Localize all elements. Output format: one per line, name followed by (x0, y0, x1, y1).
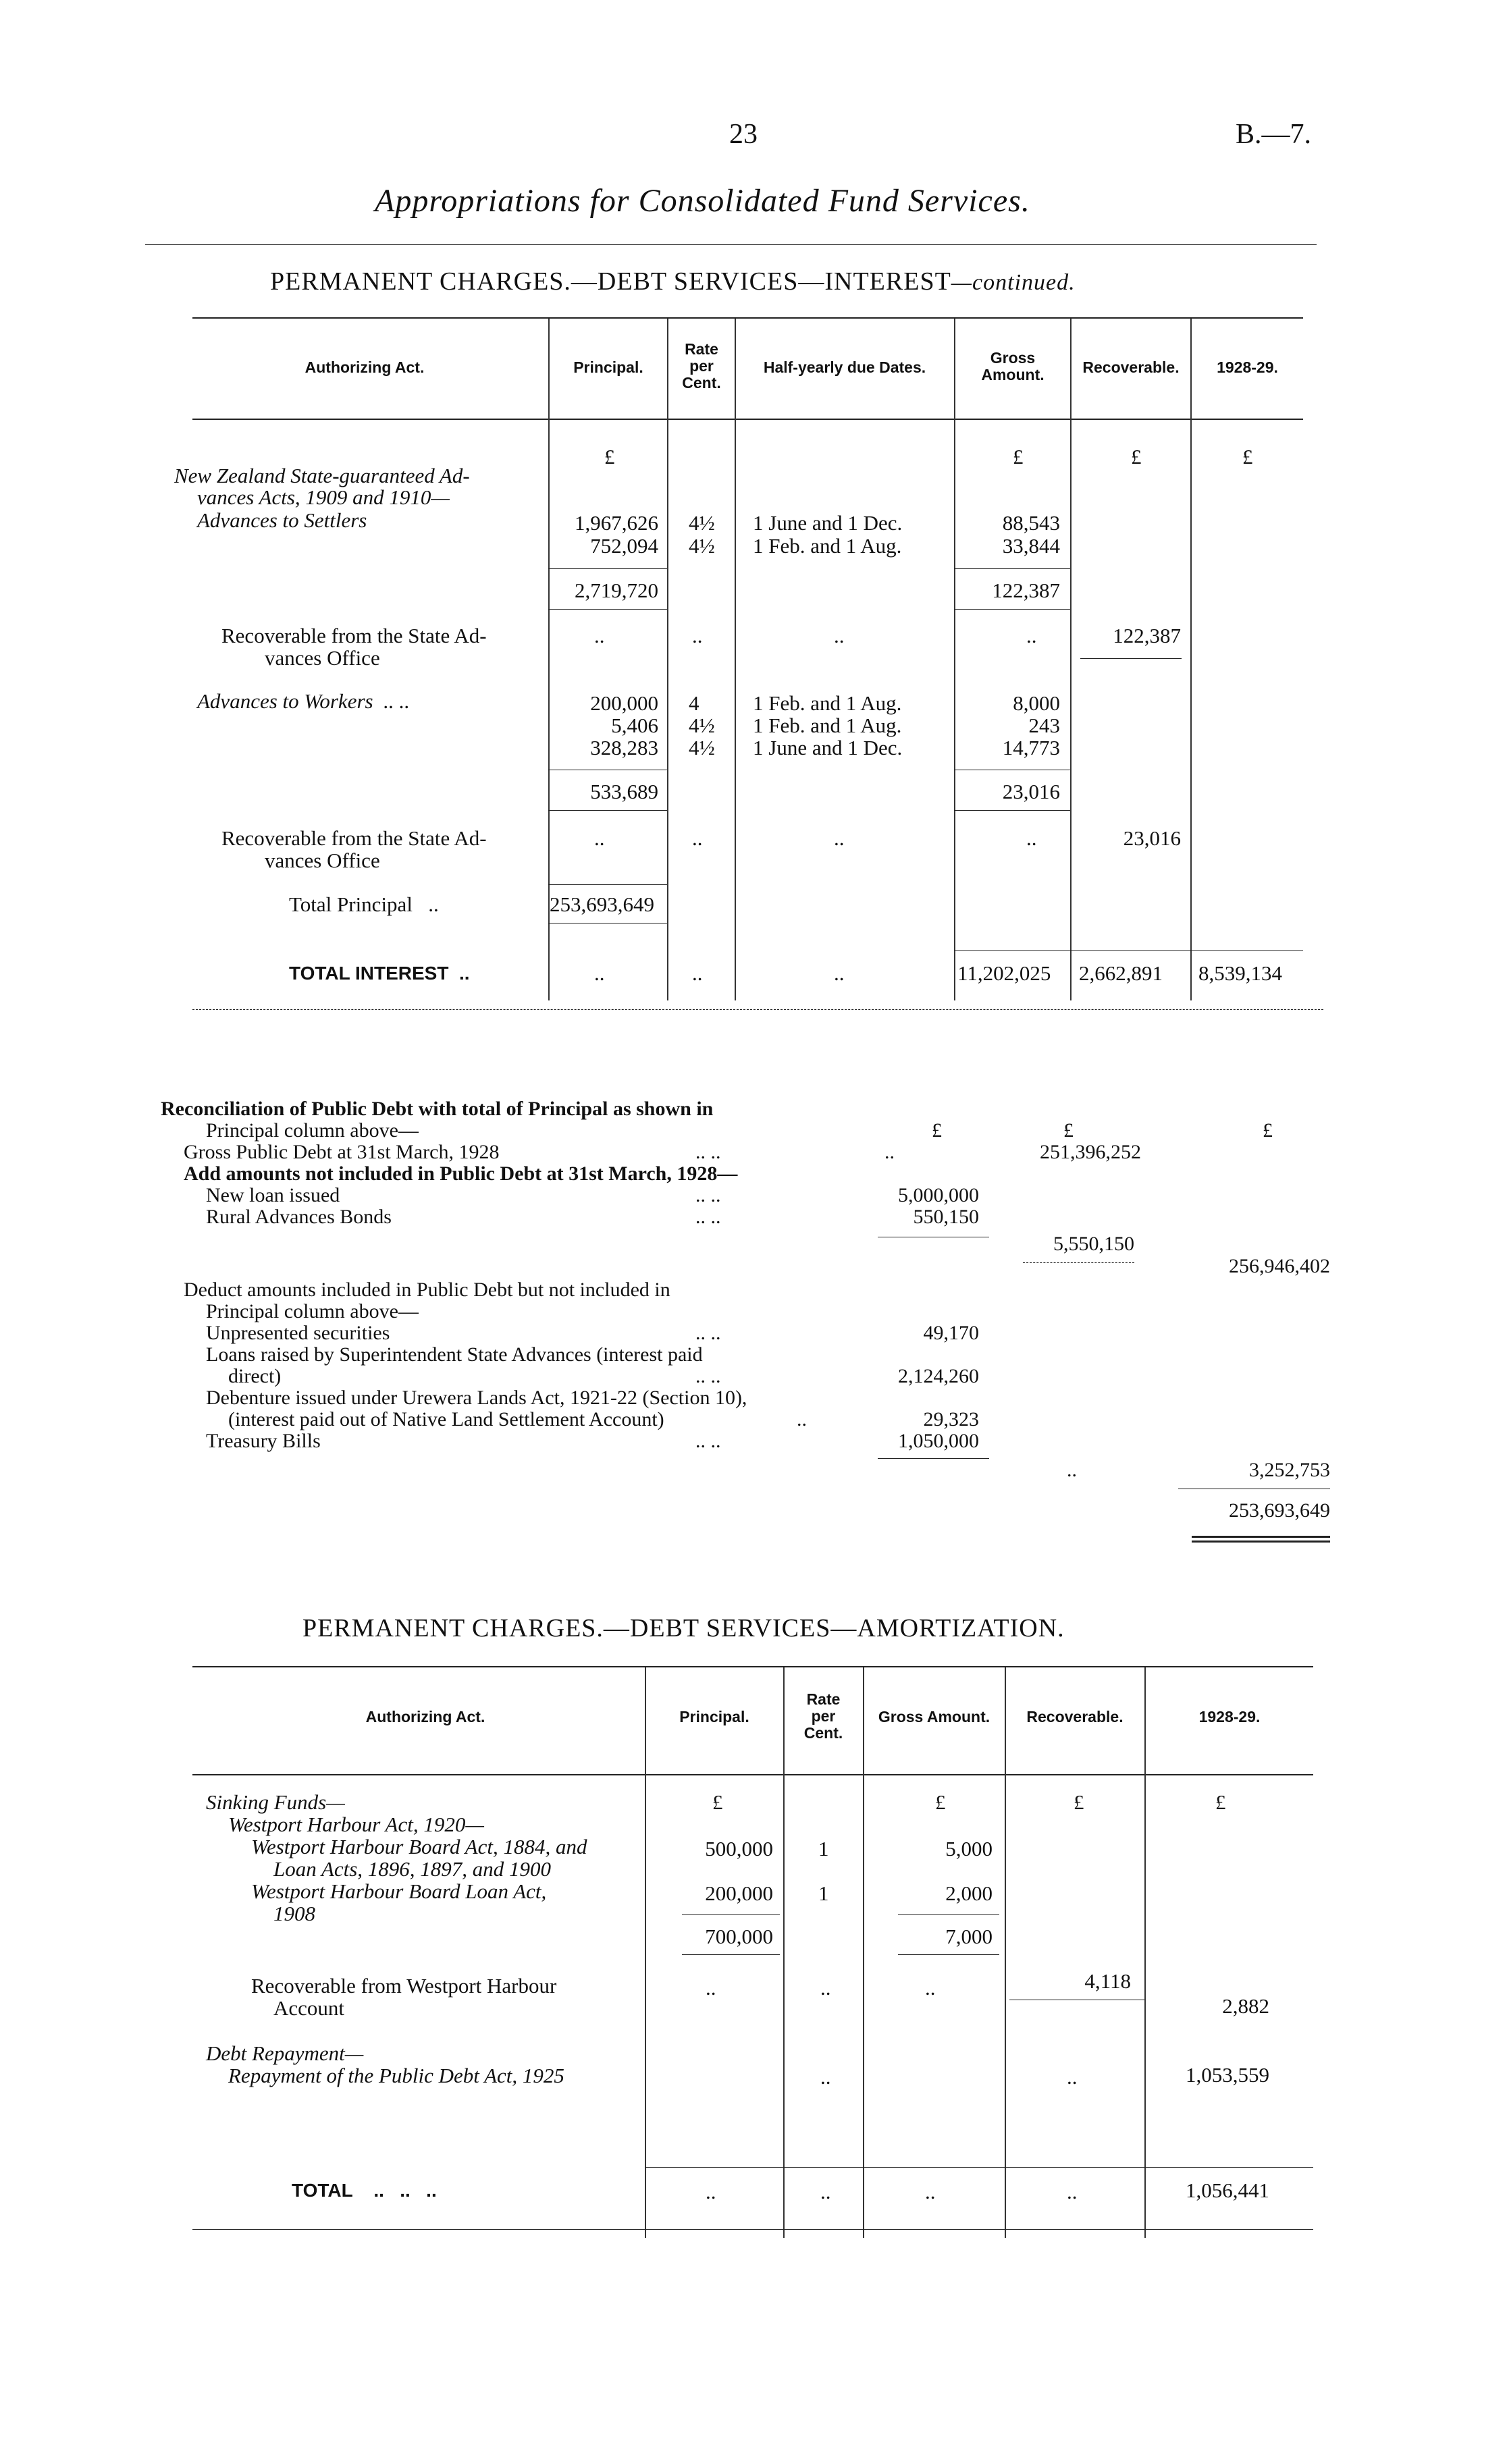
page-number: 23 (729, 119, 758, 150)
subtotal-rule (1080, 658, 1182, 659)
currency-sign: £ (604, 445, 615, 468)
dots: .. (692, 961, 703, 985)
total-principal-value: 253,693,649 (550, 892, 654, 916)
header-authorizing-act: Authorizing Act. (305, 358, 425, 376)
deduct-line: Unpresented securities (206, 1322, 390, 1344)
dots: .. .. (695, 1430, 721, 1452)
dots: .. .. (695, 1322, 721, 1344)
amort-total-year: 1,056,441 (1186, 2178, 1269, 2202)
header-year: 1928-29. (1217, 358, 1278, 376)
workers-rate: 4½ (689, 714, 715, 737)
amort-gross: 2,000 (945, 1881, 993, 1905)
page-reference: B.—7. (1236, 119, 1312, 150)
workers-dates: 1 Feb. and 1 Aug. (753, 691, 902, 715)
dots: .. .. (695, 1206, 721, 1228)
col-rule (863, 1667, 864, 2238)
subtotal-rule (548, 568, 667, 569)
col-rule (1144, 1667, 1146, 2238)
deduct-line: Debenture issued under Urewera Lands Act, 1921-22 (Section 10), (206, 1387, 747, 1409)
dots: .. .. (695, 1184, 721, 1206)
header-principal: Principal. (679, 1708, 749, 1725)
dots: .. (692, 624, 703, 647)
workers-rate: 4 (689, 691, 699, 715)
amort-total-label: TOTAL .. .. .. (292, 2180, 437, 2201)
settlers-principal: 1,967,626 (575, 511, 658, 535)
add-subtotal: 5,550,150 (1053, 1233, 1134, 1255)
sum-rule (878, 1458, 989, 1459)
currency-sign: £ (932, 1119, 942, 1142)
dots: .. (1067, 2065, 1078, 2089)
settlers-dates: 1 Feb. and 1 Aug. (753, 534, 902, 558)
recon-line: Principal column above— (206, 1119, 419, 1142)
act-title-line: vances Acts, 1909 and 1910— (197, 485, 450, 509)
amort-principal-total: 700,000 (705, 1925, 773, 1948)
subtotal-rule (548, 884, 667, 885)
dots: .. .. (695, 1141, 721, 1163)
total-year: 8,539,134 (1198, 961, 1282, 985)
workers-recov-amount: 23,016 (1123, 826, 1181, 850)
double-rule (1192, 1541, 1330, 1543)
subtotal-rule (548, 609, 667, 610)
interest-table-top-rule (192, 317, 1303, 319)
header-gross: Gross Amount. (981, 349, 1045, 383)
subtotal-rule (954, 609, 1070, 610)
header-gross: Gross Amount. (878, 1708, 990, 1725)
total-principal-label: Total Principal .. (289, 892, 439, 916)
total-rule (954, 950, 1303, 951)
debt-repayment-year: 1,053,559 (1186, 2063, 1269, 2087)
dots: .. (820, 2180, 831, 2203)
deduct-line: Principal column above— (206, 1300, 419, 1322)
settlers-principal: 752,094 (590, 534, 658, 558)
settlers-recov-label: Recoverable from the State Ad- (221, 624, 487, 647)
workers-principal-total: 533,689 (590, 780, 658, 803)
final-total: 253,693,649 (1229, 1499, 1330, 1522)
subtotal-rule (898, 1914, 999, 1915)
interest-heading: PERMANENT CHARGES.—DEBT SERVICES—INTEREST—continued. (270, 267, 1076, 296)
header-recoverable: Recoverable. (1026, 1708, 1123, 1725)
currency-sign: £ (1263, 1119, 1273, 1142)
settlers-gross-total: 122,387 (992, 579, 1060, 602)
deduct-line: direct) (228, 1365, 282, 1387)
amort-gross: 5,000 (945, 1837, 993, 1860)
act-title-line: New Zealand State-guaranteed Ad- (174, 464, 470, 487)
deduct-total: 3,252,753 (1249, 1459, 1330, 1481)
dots: .. (820, 1976, 831, 2000)
dots: .. (834, 961, 845, 985)
recon-line: Add amounts not included in Public Debt at 31st March, 1928— (184, 1162, 738, 1185)
add-total: 256,946,402 (1229, 1255, 1330, 1277)
dots: .. (692, 826, 703, 850)
amort-recov-year: 2,882 (1222, 1994, 1269, 2018)
dots: .. (1026, 826, 1037, 850)
amortization-heading: PERMANENT CHARGES.—DEBT SERVICES—AMORTIZATION. (302, 1614, 1065, 1642)
amort-act-line: Sinking Funds— (206, 1790, 345, 1814)
workers-gross: 243 (1028, 714, 1060, 737)
new-loan: 5,000,000 (898, 1184, 979, 1206)
dots: .. (925, 2180, 936, 2203)
workers-principal: 5,406 (611, 714, 658, 737)
dots: .. (834, 826, 845, 850)
subtotal-rule (548, 810, 667, 811)
workers-gross: 14,773 (1002, 736, 1060, 759)
subtotal-rule (954, 810, 1070, 811)
double-rule (1192, 1536, 1330, 1538)
amort-act-line: Westport Harbour Board Loan Act, (251, 1879, 547, 1903)
debenture: 29,323 (923, 1408, 979, 1430)
header-principal: Principal. (573, 358, 643, 376)
header-dates: Half-yearly due Dates. (763, 358, 926, 376)
title-rule (145, 244, 1317, 245)
interest-header-rule (192, 419, 1303, 420)
col-rule (645, 1667, 646, 2238)
page-title: Appropriations for Consolidated Fund Services. (375, 183, 1030, 219)
settlers-dates: 1 June and 1 Dec. (753, 511, 903, 535)
debt-repayment-label: Debt Repayment— (206, 2041, 364, 2065)
workers-label: Advances to Workers .. .. (197, 689, 410, 713)
currency-sign: £ (1074, 1790, 1084, 1814)
settlers-recov-label: vances Office (265, 646, 380, 670)
subtotal-rule (682, 1954, 780, 1955)
dots: .. (1067, 1459, 1077, 1481)
col-rule (1070, 319, 1072, 1000)
workers-dates: 1 June and 1 Dec. (753, 736, 903, 759)
recon-line: Gross Public Debt at 31st March, 1928 (184, 1141, 500, 1163)
amort-act-line: Westport Harbour Board Act, 1884, and (251, 1835, 587, 1858)
header-rate: Rate per Cent. (682, 340, 721, 392)
deduct-line: Treasury Bills (206, 1430, 321, 1452)
amort-rate: 1 (818, 1881, 829, 1905)
dots: .. (706, 2180, 716, 2203)
dots: .. (706, 1976, 716, 2000)
col-rule (735, 319, 736, 1000)
settlers-label: Advances to Settlers (197, 508, 367, 532)
dots: .. (834, 624, 845, 647)
recon-line: Reconciliation of Public Debt with total of Principal as shown in (161, 1098, 714, 1120)
amort-bottom-rule (192, 2229, 1313, 2230)
amort-principal: 500,000 (705, 1837, 773, 1860)
currency-sign: £ (1242, 445, 1253, 468)
workers-principal: 328,283 (590, 736, 658, 759)
dots: .. .. (695, 1365, 721, 1387)
col-rule (667, 319, 668, 1000)
currency-sign: £ (1013, 445, 1024, 468)
dots: .. (1067, 2180, 1078, 2203)
amort-act-line: 1908 (273, 1902, 315, 1925)
treasury: 1,050,000 (898, 1430, 979, 1452)
settlers-gross: 33,844 (1002, 534, 1060, 558)
deduct-line: (interest paid out of Native Land Settlement Account) (228, 1408, 664, 1430)
currency-sign: £ (935, 1790, 946, 1814)
col-rule (1005, 1667, 1006, 2238)
workers-recov-label: vances Office (265, 849, 380, 872)
dots: .. (594, 826, 605, 850)
total-interest-label: TOTAL INTEREST .. (289, 963, 470, 984)
unpresented: 49,170 (923, 1322, 979, 1344)
total-gross: 11,202,025 (957, 961, 1051, 985)
dots: .. (1026, 624, 1037, 647)
settlers-principal-total: 2,719,720 (575, 579, 658, 602)
header-rate: Rate per Cent. (803, 1690, 843, 1742)
subtotal-rule (954, 568, 1070, 569)
workers-gross: 8,000 (1013, 691, 1060, 715)
dots: .. (594, 961, 605, 985)
total-recoverable: 2,662,891 (1079, 961, 1163, 985)
settlers-recov-amount: 122,387 (1113, 624, 1181, 647)
currency-sign: £ (712, 1790, 723, 1814)
subtotal-rule (682, 1914, 780, 1915)
workers-dates: 1 Feb. and 1 Aug. (753, 714, 902, 737)
header-year: 1928-29. (1198, 1708, 1261, 1725)
col-rule (783, 1667, 785, 2238)
amort-principal: 200,000 (705, 1881, 773, 1905)
dots: .. (884, 1141, 895, 1163)
rural-bonds: 550,150 (913, 1206, 979, 1228)
workers-principal: 200,000 (590, 691, 658, 715)
total-rule (645, 2167, 1313, 2168)
workers-rate: 4½ (689, 736, 715, 759)
recon-line: New loan issued (206, 1184, 340, 1206)
dots: .. (797, 1408, 807, 1430)
amort-recov-label: Recoverable from Westport Harbour (251, 1974, 557, 1998)
header-recoverable: Recoverable. (1082, 358, 1180, 376)
workers-recov-label: Recoverable from the State Ad- (221, 826, 487, 850)
recon-line: Rural Advances Bonds (206, 1206, 392, 1228)
amort-recov-amount: 4,118 (1084, 1969, 1131, 1993)
gross-public-debt: 251,396,252 (1040, 1141, 1141, 1163)
currency-sign: £ (1131, 445, 1142, 468)
subtotal-rule (898, 1954, 999, 1955)
amort-recov-label: Account (273, 1996, 345, 2020)
settlers-rate: 4½ (689, 534, 715, 558)
workers-gross-total: 23,016 (1002, 780, 1060, 803)
settlers-gross: 88,543 (1002, 511, 1060, 535)
loans-raised: 2,124,260 (898, 1365, 979, 1387)
settlers-rate: 4½ (689, 511, 715, 535)
table-bottom-rule (192, 1009, 1323, 1010)
amort-gross-total: 7,000 (945, 1925, 993, 1948)
dots: .. (594, 624, 605, 647)
dots: .. (820, 2065, 831, 2089)
col-rule (1190, 319, 1192, 1000)
deduct-line: Deduct amounts included in Public Debt but not included in (184, 1279, 670, 1301)
dots: .. (925, 1976, 936, 2000)
amort-act-line: Loan Acts, 1896, 1897, and 1900 (273, 1857, 552, 1881)
currency-sign: £ (1063, 1119, 1074, 1142)
amort-rate: 1 (818, 1837, 829, 1860)
col-rule (954, 319, 955, 1000)
amort-act-line: Westport Harbour Act, 1920— (228, 1813, 484, 1836)
sum-rule (1023, 1262, 1134, 1263)
header-authorizing-act: Authorizing Act. (365, 1708, 485, 1725)
debt-repayment-label: Repayment of the Public Debt Act, 1925 (228, 2064, 564, 2087)
currency-sign: £ (1215, 1790, 1226, 1814)
deduct-line: Loans raised by Superintendent State Advances (interest paid (206, 1343, 703, 1366)
